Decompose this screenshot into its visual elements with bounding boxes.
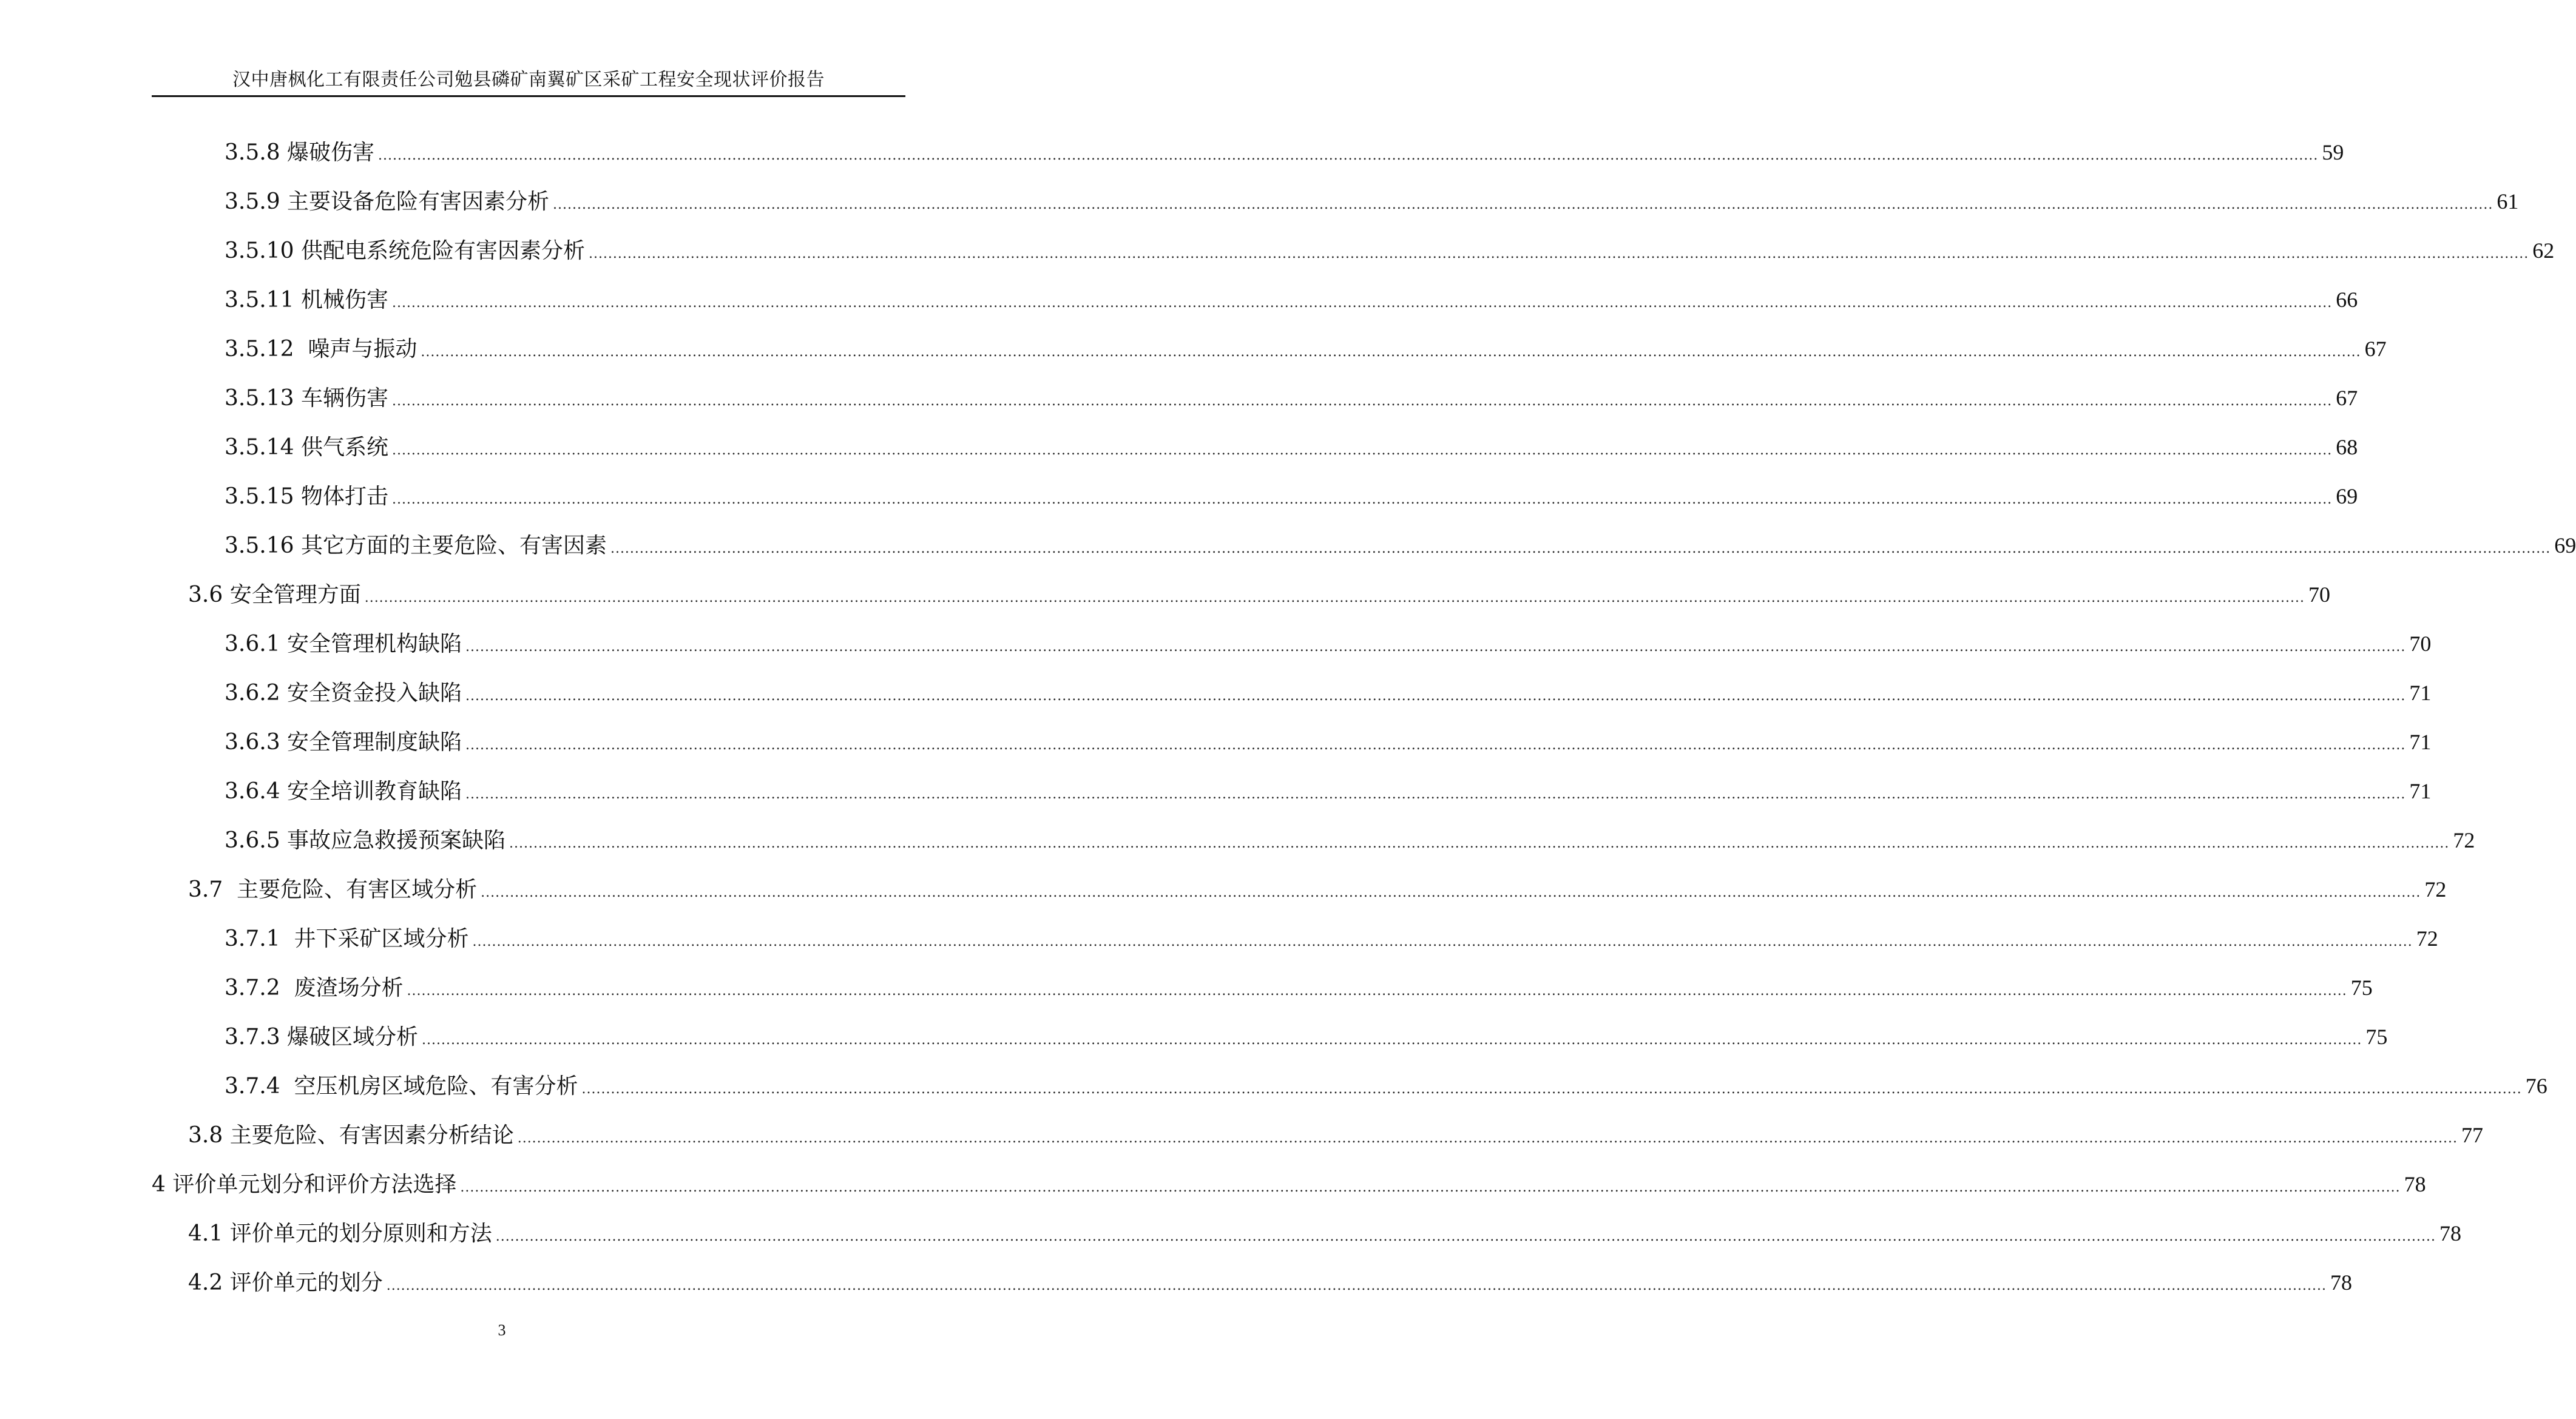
toc-leader-dots: ................................................................................................................................................................................................................................................................................................................................................................................................................ — [460, 1180, 2401, 1195]
toc-entry-page: 67 — [2336, 386, 2358, 410]
toc-leader-dots: ................................................................................................................................................................................................................................................................................................................................................................................................................ — [422, 1033, 2362, 1048]
toc-entry[interactable] — [188, 1216, 2461, 1250]
toc-entry[interactable] — [225, 1020, 2388, 1054]
toc-leader-dots: ................................................................................................................................................................................................................................................................................................................................................................................................................ — [495, 1229, 2436, 1244]
toc-entry-title: 3.7.4 空压机房区域危险、有害分析 — [225, 1074, 578, 1099]
toc-leader-dots: ................................................................................................................................................................................................................................................................................................................................................................................................................ — [481, 885, 2421, 900]
toc-leader-dots: ................................................................................................................................................................................................................................................................................................................................................................................................................ — [465, 787, 2406, 802]
toc-entry-title: 3.7.3 爆破区域分析 — [225, 1025, 419, 1050]
toc-entry-page: 70 — [2409, 632, 2432, 656]
page-header: 汉中唐枫化工有限责任公司勉县磷矿南翼矿区采矿工程安全现状评价报告 — [232, 69, 825, 90]
toc-entry-page: 72 — [2416, 926, 2438, 951]
toc-entry[interactable] — [225, 774, 2432, 808]
toc-entry[interactable] — [225, 234, 2555, 268]
toc-entry-title: 3.8 主要危险、有害因素分析结论 — [188, 1123, 514, 1148]
toc-entry-page: 77 — [2461, 1123, 2483, 1147]
toc-entry[interactable] — [225, 430, 2358, 464]
toc-leader-dots: ................................................................................................................................................................................................................................................................................................................................................................................................................ — [391, 443, 2333, 458]
toc-entry-title: 3.5.12 噪声与振动 — [225, 337, 418, 362]
toc-entry-page: 78 — [2330, 1270, 2352, 1295]
toc-entry-page: 70 — [2308, 582, 2330, 607]
toc-leader-dots: ................................................................................................................................................................................................................................................................................................................................................................................................................ — [391, 492, 2333, 507]
toc-entry-title: 3.5.10 供配电系统危险有害因素分析 — [225, 238, 585, 263]
toc-leader-dots: ................................................................................................................................................................................................................................................................................................................................................................................................................ — [407, 983, 2347, 999]
toc-entry-page: 78 — [2439, 1221, 2461, 1245]
toc-entry-title: 3.5.13 车辆伤害 — [225, 386, 388, 411]
toc-leader-dots: ................................................................................................................................................................................................................................................................................................................................................................................................................ — [610, 541, 2551, 556]
toc-entry-title: 3.5.11 机械伤害 — [225, 288, 388, 312]
toc-leader-dots: ................................................................................................................................................................................................................................................................................................................................................................................................................ — [386, 1278, 2327, 1293]
header-divider — [152, 95, 905, 97]
toc-entry-title: 3.6.1 安全管理机构缺陷 — [225, 632, 462, 656]
toc-leader-dots: ................................................................................................................................................................................................................................................................................................................................................................................................................ — [421, 345, 2361, 360]
toc-entry-page: 69 — [2554, 533, 2576, 558]
toc-entry-page: 72 — [2424, 877, 2447, 902]
toc-entry-title: 3.7.1 井下采矿区域分析 — [225, 926, 469, 951]
toc-entry[interactable] — [225, 922, 2438, 956]
page-number: 3 — [498, 1321, 506, 1339]
toc-entry[interactable] — [225, 725, 2432, 759]
toc-entry-title: 3.5.16 其它方面的主要危险、有害因素 — [225, 533, 607, 558]
toc-entry-page: 61 — [2497, 189, 2519, 214]
toc-entry-page: 59 — [2322, 140, 2344, 164]
toc-entry-page: 76 — [2525, 1074, 2547, 1098]
toc-entry[interactable] — [225, 381, 2358, 415]
toc-entry[interactable] — [225, 627, 2432, 661]
toc-entry-page: 72 — [2453, 828, 2475, 852]
toc-entry-page: 71 — [2409, 730, 2432, 754]
toc-entry-title: 4 评价单元划分和评价方法选择 — [152, 1172, 457, 1197]
toc-leader-dots: ................................................................................................................................................................................................................................................................................................................................................................................................................ — [588, 246, 2529, 261]
toc-leader-dots: ................................................................................................................................................................................................................................................................................................................................................................................................................ — [391, 295, 2333, 311]
toc-entry-title: 3.5.15 物体打击 — [225, 484, 388, 509]
toc-entry-title: 3.5.14 供气系统 — [225, 435, 388, 460]
toc-entry-page: 62 — [2532, 238, 2555, 263]
toc-entry[interactable] — [188, 1118, 2483, 1152]
toc-entry[interactable] — [225, 283, 2358, 317]
toc-entry[interactable] — [152, 1167, 2426, 1201]
toc-leader-dots: ................................................................................................................................................................................................................................................................................................................................................................................................................ — [553, 197, 2493, 212]
toc-entry[interactable] — [225, 332, 2387, 366]
toc-leader-dots: ................................................................................................................................................................................................................................................................................................................................................................................................................ — [517, 1131, 2458, 1146]
toc-leader-dots: ................................................................................................................................................................................................................................................................................................................................................................................................................ — [465, 689, 2406, 704]
toc-entry[interactable] — [225, 823, 2475, 857]
toc-entry-title: 3.5.9 主要设备危险有害因素分析 — [225, 189, 550, 214]
toc-leader-dots: ................................................................................................................................................................................................................................................................................................................................................................................................................ — [378, 148, 2319, 163]
toc-entry-title: 4.1 评价单元的划分原则和方法 — [188, 1221, 492, 1246]
toc-entry-page: 78 — [2404, 1172, 2426, 1196]
toc-entry-title: 4.2 评价单元的划分 — [188, 1270, 383, 1295]
toc-leader-dots: ................................................................................................................................................................................................................................................................................................................................................................................................................ — [581, 1082, 2522, 1097]
toc-entry-page: 69 — [2336, 484, 2358, 508]
toc-entry[interactable] — [225, 479, 2358, 513]
toc-entry[interactable] — [225, 135, 2344, 169]
toc-leader-dots: ................................................................................................................................................................................................................................................................................................................................................................................................................ — [391, 394, 2333, 409]
toc-entry[interactable] — [225, 676, 2432, 710]
toc-entry[interactable] — [188, 872, 2447, 906]
toc-entry[interactable] — [188, 578, 2330, 612]
toc-entry-title: 3.6.5 事故应急救援预案缺陷 — [225, 828, 506, 853]
toc-entry-title: 3.6.3 安全管理制度缺陷 — [225, 730, 462, 755]
toc-entry[interactable] — [225, 528, 2576, 562]
toc-entry[interactable] — [225, 184, 2519, 218]
toc-leader-dots: ................................................................................................................................................................................................................................................................................................................................................................................................................ — [465, 738, 2406, 753]
toc-entry[interactable] — [188, 1266, 2352, 1299]
toc-entry-title: 3.5.8 爆破伤害 — [225, 140, 375, 165]
toc-entry-page: 66 — [2336, 288, 2358, 312]
toc-entry-title: 3.6 安全管理方面 — [188, 582, 361, 607]
toc-leader-dots: ................................................................................................................................................................................................................................................................................................................................................................................................................ — [509, 836, 2450, 851]
toc-entry[interactable] — [225, 971, 2373, 1005]
toc-entry-title: 3.7.2 废渣场分析 — [225, 976, 404, 1000]
toc-entry-title: 3.6.2 安全资金投入缺陷 — [225, 681, 462, 706]
toc-entry[interactable] — [225, 1069, 2547, 1103]
toc-entry-page: 68 — [2336, 435, 2358, 459]
toc-entry-page: 75 — [2365, 1025, 2388, 1049]
toc-leader-dots: ................................................................................................................................................................................................................................................................................................................................................................................................................ — [465, 639, 2406, 655]
toc-entry-title: 3.6.4 安全培训教育缺陷 — [225, 779, 462, 804]
toc-entry-page: 75 — [2350, 976, 2373, 1000]
toc-entry-page: 71 — [2409, 681, 2432, 705]
toc-entry-page: 71 — [2409, 779, 2432, 803]
toc-leader-dots: ................................................................................................................................................................................................................................................................................................................................................................................................................ — [472, 934, 2413, 949]
toc-entry-title: 3.7 主要危险、有害区域分析 — [188, 877, 478, 902]
toc-leader-dots: ................................................................................................................................................................................................................................................................................................................................................................................................................ — [364, 590, 2305, 605]
toc-entry-page: 67 — [2364, 337, 2387, 361]
